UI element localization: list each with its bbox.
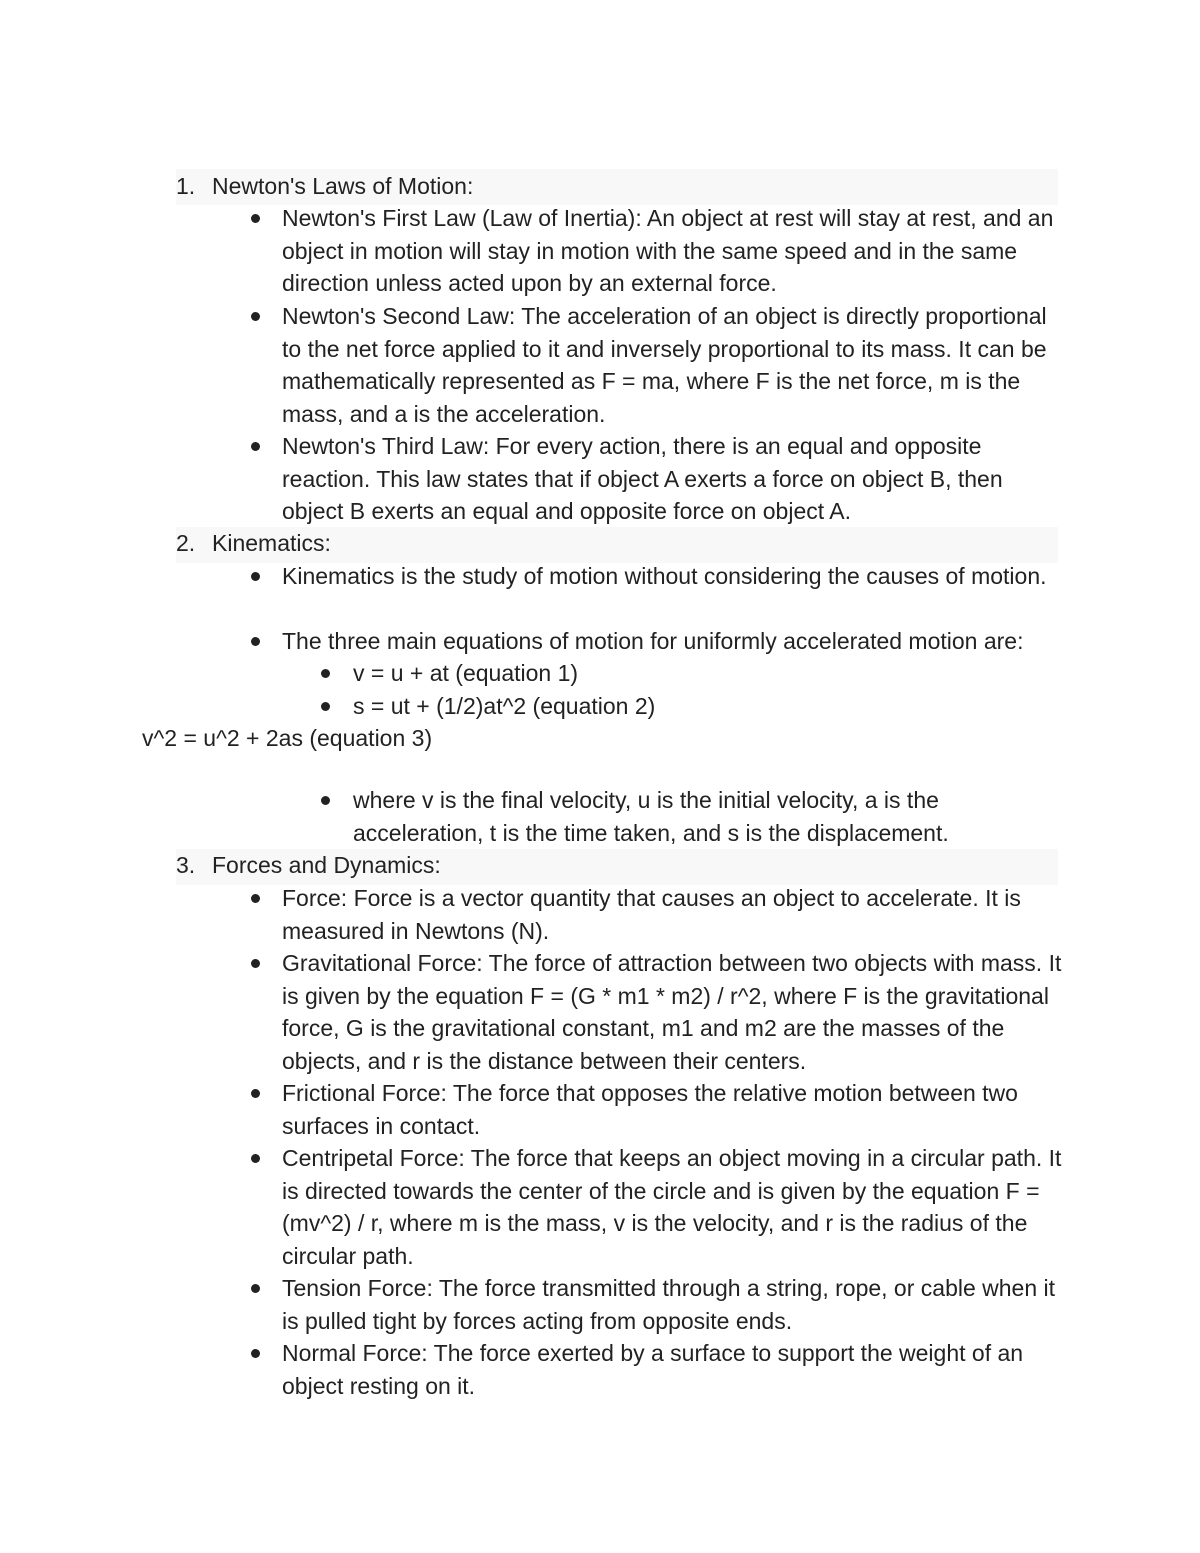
bullet-icon [251, 1284, 260, 1293]
list-item-centripetal-force: Centripetal Force: The force that keeps an object moving in a circular path. It is directed towards the center of the circle and is given by the equation F = (mv^2) / r, where m is the mass, v is the velocity, and r is the radius of the circular path. [282, 1145, 1062, 1269]
bullet-icon [321, 702, 330, 711]
equation-3-line: v^2 = u^2 + 2as (equation 3) [142, 725, 433, 751]
sub-item-equation-2: s = ut + (1/2)at^2 (equation 2) [353, 693, 656, 719]
list-item-frictional-force: Frictional Force: The force that opposes the relative motion between two surfaces in contact. [282, 1080, 1018, 1139]
list-item-gravitational-force: Gravitational Force: The force of attraction between two objects with mass. It is given by the equation F = (G * m1 * m2) / r^2, where F is the gravitational force, G is the gravitational constant, m1 and m2 are the masses of the objects, and r is the distance between their centers. [282, 950, 1062, 1074]
section-1-title: Newton's Laws of Motion: [212, 173, 474, 199]
bullet-icon [251, 637, 260, 646]
list-item-force: Force: Force is a vector quantity that causes an object to accelerate. It is measured in Newtons (N). [282, 885, 1021, 944]
list-item-first-law: Newton's First Law (Law of Inertia): An object at rest will stay at rest, and an object in motion will stay in motion with the same speed and in the same direction unless acted upon by an external force. [282, 205, 1054, 296]
bullet-icon [251, 572, 260, 581]
bullet-icon [321, 796, 330, 805]
list-item-third-law: Newton's Third Law: For every action, there is an equal and opposite reaction. This law states that if object A exerts a force on object B, then object B exerts an equal and opposite force on object A. [282, 433, 1003, 524]
bullet-icon [251, 1089, 260, 1098]
list-item-second-law: Newton's Second Law: The acceleration of an object is directly proportional to the net force applied to it and inversely proportional to its mass. It can be mathematically represented as F = ma, where F is the net force, m is the mass, and a is the acceleration. [282, 303, 1047, 427]
bullet-icon [251, 1349, 260, 1358]
list-item-normal-force: Normal Force: The force exerted by a surface to support the weight of an object resting on it. [282, 1340, 1024, 1399]
bullet-icon [251, 312, 260, 321]
section-1-number: 1. [176, 173, 196, 199]
bullet-icon [251, 894, 260, 903]
bullet-icon [251, 442, 260, 451]
section-3-title: Forces and Dynamics: [212, 852, 441, 878]
bullet-icon [251, 1154, 260, 1163]
bullet-icon [251, 214, 260, 223]
list-item-kinematics-definition: Kinematics is the study of motion without considering the causes of motion. [282, 563, 1047, 589]
sub-item-equation-1: v = u + at (equation 1) [353, 660, 579, 686]
sub-item-variable-definitions: where v is the final velocity, u is the initial velocity, a is the acceleration, t is the time taken, and s is the displacement. [353, 787, 949, 846]
section-2-number: 2. [176, 530, 196, 556]
list-item-equations-intro: The three main equations of motion for uniformly accelerated motion are: [282, 628, 1024, 654]
section-2-title: Kinematics: [212, 530, 331, 556]
bullet-icon [321, 669, 330, 678]
section-3-number: 3. [176, 852, 196, 878]
bullet-icon [251, 959, 260, 968]
list-item-tension-force: Tension Force: The force transmitted through a string, rope, or cable when it is pulled tight by forces acting from opposite ends. [282, 1275, 1056, 1334]
